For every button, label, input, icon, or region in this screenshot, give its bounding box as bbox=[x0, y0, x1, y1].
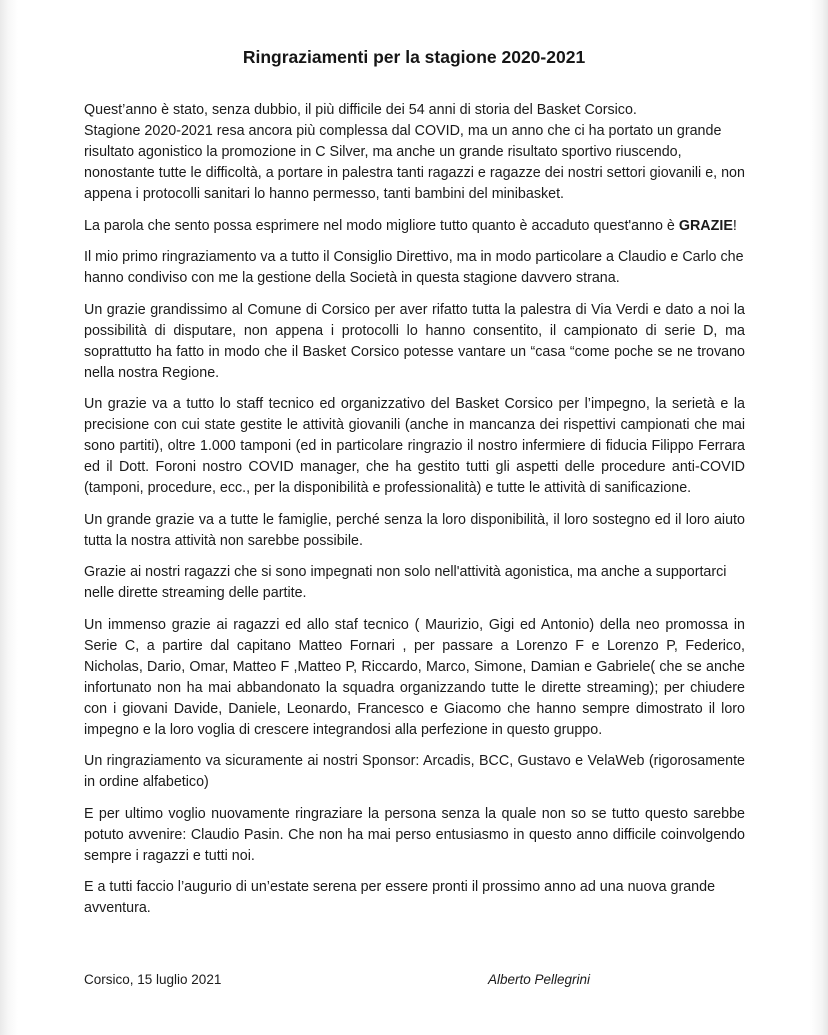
paragraph-claudio: E per ultimo voglio nuovamente ringraziare la persona senza la quale non so se tutto questo sarebbe potuto avvenire: Claudio Pasin. Che non ha mai perso entusiasmo in questo anno difficile coinvolgendo sempre i ragazzi e tutti noi. bbox=[84, 805, 745, 864]
paragraph-comune: Un grazie grandissimo al Comune di Corsico per aver rifatto tutta la palestra di Via Verdi e dato a noi la possibilità di disputare, non appena i protocolli lo hanno consentito, il campionato di serie D, ma soprattutto ha fatto in modo che il Basket Corsico potesse vantare un “casa “come poche se ne trovano nella nostra Regione. bbox=[84, 301, 745, 381]
signature: Alberto Pellegrini bbox=[487, 972, 590, 987]
page-title: Ringraziamenti per la stagione 2020-2021 bbox=[242, 47, 586, 67]
letter-body bbox=[84, 100, 745, 930]
grazie-text: La parola che sento possa esprimere nel modo migliore tutto quanto è accaduto quest'anno è bbox=[84, 217, 675, 234]
grazie-bold: GRAZIE bbox=[678, 217, 733, 234]
intro-line-1: Quest’anno è stato, senza dubbio, il più difficile dei 54 anni di storia del Basket Corsico. bbox=[84, 102, 637, 118]
paragraph-ragazzi: Grazie ai nostri ragazzi che si sono impegnati non solo nell'attività agonistica, ma anche a supportarci nelle dirette streaming delle partite. bbox=[84, 564, 727, 601]
intro-paragraph bbox=[84, 100, 745, 205]
paragraph-consiglio: Il mio primo ringraziamento va a tutto il Consiglio Direttivo, ma in modo particolare a Claudio e Carlo che hanno condiviso con me la gestione della Società in questa stagione davvero strana. bbox=[84, 249, 744, 286]
paragraph-staff: Un grazie va a tutto lo staff tecnico ed organizzativo del Basket Corsico per l’impegno, la serietà e la precisione con cui state gestite le attività giovanili (anche in mancanza dei rispettivi campionati che mai sono partiti), oltre 1.000 tamponi (ed in particolare ringrazio il nostro infermiere di fiducia Filippo Ferrara ed il Dott. Foroni nostro COVID manager, che ha gestito tutti gli aspetti delle procedure anti-COVID (tamponi, procedure, ecc., per la disponibilità e professionalità) e tutte le attività di sanificazione. bbox=[84, 396, 745, 496]
grazie-suffix: ! bbox=[732, 217, 737, 234]
paragraph-sponsor: Un ringraziamento va sicuramente ai nostri Sponsor: Arcadis, BCC, Gustavo e VelaWeb (rigorosamente in ordine alfabetico) bbox=[84, 753, 745, 790]
intro-line-2: Stagione 2020-2021 resa ancora più complessa dal COVID, ma un anno che ci ha portato un grande risultato agonistico la promozione in C Silver, ma anche un grande risultato sportivo riuscendo, nonostante tutte le difficoltà, a portare in palestra tanti ragazzi e ragazze dei nostri settori giovanili e, non appena i protocolli sanitari lo hanno permesso, tanti bambini del minibasket. bbox=[84, 123, 745, 202]
place-date: Corsico, 15 luglio 2021 bbox=[84, 972, 222, 987]
grazie-paragraph bbox=[84, 216, 745, 237]
paragraph-famiglie: Un grande grazie va a tutte le famiglie, perché senza la loro disponibilità, il loro sostegno ed il loro aiuto tutta la nostra attività non sarebbe possibile. bbox=[84, 511, 745, 549]
paragraph-augurio: E a tutti faccio l’augurio di un’estate serena per essere pronti il prossimo anno ad una nuova grande avventura. bbox=[84, 879, 716, 916]
letter-footer bbox=[84, 972, 590, 987]
paragraph-serie-c: Un immenso grazie ai ragazzi ed allo staf tecnico ( Maurizio, Gigi ed Antonio) della neo promossa in Serie C, a partire dal capitano Matteo Fornari , per passare a Lorenzo F e Lorenzo P, Federico, Nicholas, Dario, Omar, Matteo F ,Matteo P, Riccardo, Marco, Simone, Damian e Gabriele( che se anche infortunato non ha mai abbandonato la squadra organizzando tutte le dirette streaming); per chiudere con i giovani Davide, Daniele, Leonardo, Francesco e Giacomo che hanno sempre dimostrato il loro impegno e la loro voglia di crescere integrandosi alla perfezione in questo gruppo. bbox=[84, 616, 745, 738]
